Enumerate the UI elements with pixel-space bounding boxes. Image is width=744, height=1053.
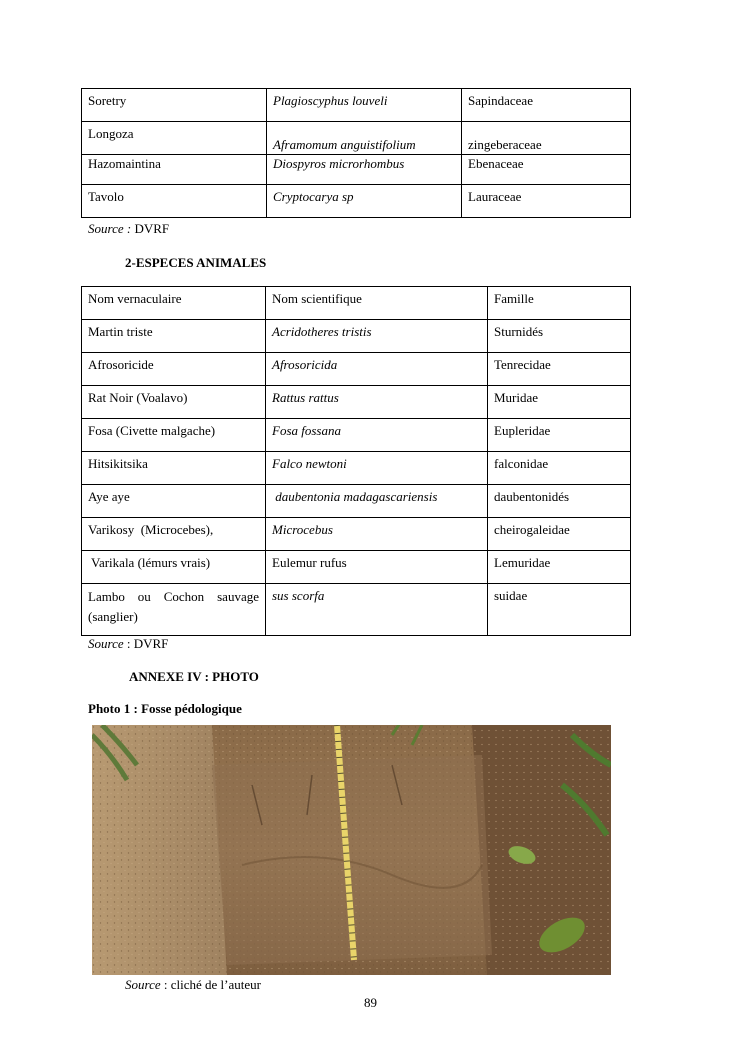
cell-family: Lemuridae xyxy=(488,551,631,584)
table-row xyxy=(82,89,631,122)
section-heading: 2-ESPECES ANIMALES xyxy=(125,255,267,270)
cell-family: Tenrecidae xyxy=(488,353,631,386)
cell-vernacular xyxy=(82,584,266,636)
plants-table xyxy=(81,88,631,218)
cell-vernacular-line1: Lambo ou Cochon sauvage xyxy=(88,589,259,604)
cell-vernacular: Rat Noir (Voalavo) xyxy=(82,386,266,419)
cell-family: daubentonidés xyxy=(488,485,631,518)
cell-scientific: Aframomum anguistifolium xyxy=(267,122,462,155)
cell-vernacular: Tavolo xyxy=(82,185,267,218)
cell-family: zingeberaceae xyxy=(462,122,631,155)
cell-family: Sturnidés xyxy=(488,320,631,353)
cell-vernacular: Afrosoricide xyxy=(82,353,266,386)
cell-vernacular-line2: (sanglier) xyxy=(88,609,138,624)
cell-scientific: daubentonia madagascariensis xyxy=(266,485,488,518)
cell-family: Muridae xyxy=(488,386,631,419)
annexe-title: ANNEXE IV : PHOTO xyxy=(129,669,259,684)
cell-family: falconidae xyxy=(488,452,631,485)
table-row xyxy=(82,551,631,584)
cell-vernacular: Martin triste xyxy=(82,320,266,353)
cell-scientific: Diospyros microrhombus xyxy=(267,155,462,185)
table-row xyxy=(82,122,631,155)
table-source xyxy=(88,221,169,237)
source-label: Source : xyxy=(88,221,132,236)
cell-scientific: Acridotheres tristis xyxy=(266,320,488,353)
cell-vernacular: Aye aye xyxy=(82,485,266,518)
cell-scientific: Rattus rattus xyxy=(266,386,488,419)
source-label: Source xyxy=(125,977,161,992)
source-label: Source xyxy=(88,636,124,651)
table-row xyxy=(82,320,631,353)
table-row xyxy=(82,185,631,218)
cell-scientific: Fosa fossana xyxy=(266,419,488,452)
cell-family: cheirogaleidae xyxy=(488,518,631,551)
cell-scientific: sus scorfa xyxy=(266,584,488,636)
source-value: : cliché de l’auteur xyxy=(160,977,261,992)
cell-vernacular: Hazomaintina xyxy=(82,155,267,185)
animals-table xyxy=(81,286,631,636)
cell-vernacular: Fosa (Civette malgache) xyxy=(82,419,266,452)
table-row xyxy=(82,353,631,386)
header-vernacular: Nom vernaculaire xyxy=(82,287,266,320)
photo-title: Photo 1 : Fosse pédologique xyxy=(88,701,242,716)
cell-vernacular: Hitsikitsika xyxy=(82,452,266,485)
cell-vernacular: Varikala (lémurs vrais) xyxy=(82,551,266,584)
cell-scientific: Afrosoricida xyxy=(266,353,488,386)
table-row xyxy=(82,386,631,419)
table-source xyxy=(88,636,168,652)
cell-family: Ebenaceae xyxy=(462,155,631,185)
cell-family: Lauraceae xyxy=(462,185,631,218)
header-scientific: Nom scientifique xyxy=(266,287,488,320)
table-row xyxy=(82,518,631,551)
cell-scientific: Cryptocarya sp xyxy=(267,185,462,218)
photo-source xyxy=(125,977,261,993)
table-header-row xyxy=(82,287,631,320)
cell-vernacular: Soretry xyxy=(82,89,267,122)
soil-pit-photo xyxy=(92,725,611,975)
page-number: 89 xyxy=(364,995,377,1010)
source-value: : DVRF xyxy=(123,636,169,651)
cell-vernacular: Varikosy (Microcebes), xyxy=(82,518,266,551)
cell-scientific: Plagioscyphus louveli xyxy=(267,89,462,122)
cell-family: Eupleridae xyxy=(488,419,631,452)
header-family: Famille xyxy=(488,287,631,320)
cell-scientific: Falco newtoni xyxy=(266,452,488,485)
table-row xyxy=(82,584,631,636)
table-row xyxy=(82,485,631,518)
table-row xyxy=(82,155,631,185)
cell-vernacular: Longoza xyxy=(82,122,267,155)
cell-family: Sapindaceae xyxy=(462,89,631,122)
source-value: DVRF xyxy=(131,221,170,236)
cell-family: suidae xyxy=(488,584,631,636)
table-row xyxy=(82,452,631,485)
table-row xyxy=(82,419,631,452)
cell-scientific: Eulemur rufus xyxy=(266,551,488,584)
cell-scientific: Microcebus xyxy=(266,518,488,551)
